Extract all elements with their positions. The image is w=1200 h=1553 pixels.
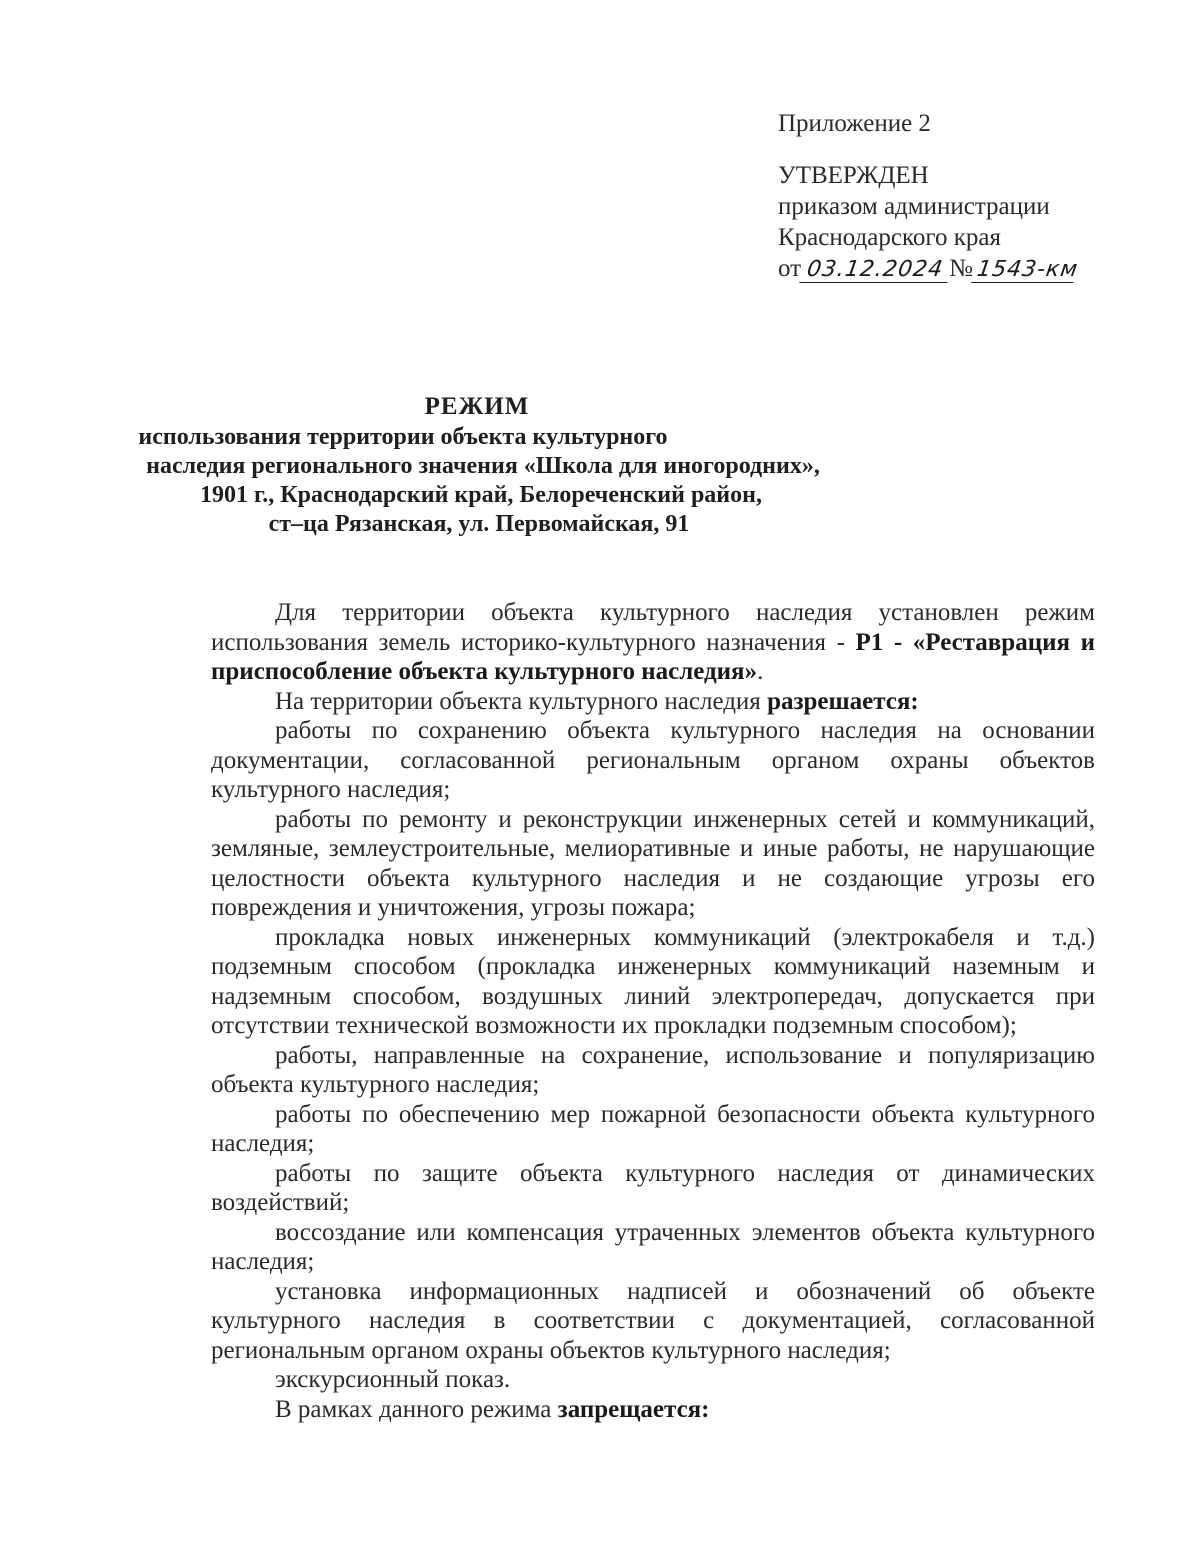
date-number-line bbox=[778, 253, 1080, 284]
region-label: Краснодарского края bbox=[778, 224, 1001, 251]
document-title bbox=[0, 392, 1200, 539]
list-item: воссоздание или компенсация утраченных элементов объекта культурного наследия; bbox=[211, 1218, 1095, 1275]
allowed-heading bbox=[211, 687, 1095, 717]
title-line-3: 1901 г., Краснодарский край, Белореченский район, bbox=[200, 482, 762, 508]
intro-end: . bbox=[757, 658, 764, 685]
allowed-text: На территории объекта культурного наследия bbox=[275, 687, 768, 715]
list-item: работы по обеспечению мер пожарной безопасности объекта культурного наследия; bbox=[211, 1100, 1095, 1157]
allowed-keyword: разрешается: bbox=[767, 687, 919, 715]
title-line-2: наследия регионального значения «Школа для иногородних», bbox=[146, 453, 820, 479]
appendix-label: Приложение 2 bbox=[778, 110, 931, 137]
number-prefix: № bbox=[949, 255, 973, 282]
title-line-4: ст–ца Рязанская, ул. Первомайская, 91 bbox=[268, 511, 690, 537]
forbidden-keyword: запрещается: bbox=[557, 1395, 710, 1423]
list-item: установка информационных надписей и обозначений об объекте культурного наследия в соответствии с документацией, согласованной региональным органом охраны объектов культурного наследия; bbox=[211, 1277, 1095, 1364]
intro-paragraph bbox=[211, 598, 1095, 687]
title-line-1: использования территории объекта культурного bbox=[138, 424, 668, 450]
order-label: приказом администрации bbox=[778, 193, 1050, 220]
approval-block bbox=[778, 108, 1080, 284]
date-prefix: от bbox=[778, 255, 802, 282]
approved-label: УТВЕРЖДЕН bbox=[778, 162, 929, 189]
list-item: прокладка новых инженерных коммуникаций (электрокабеля и т.д.) подземным способом (прокладка инженерных коммуникаций наземным и надземным способом, воздушных линий электропередач, допускается при отсутствии технической возможности их прокладки подземным способом); bbox=[211, 923, 1095, 1039]
forbidden-heading bbox=[211, 1395, 1095, 1425]
list-item: работы, направленные на сохранение, использование и популяризацию объекта культурного наследия; bbox=[211, 1041, 1095, 1098]
list-item: работы по сохранению объекта культурного наследия на основании документации, согласованной региональным органом охраны объектов культурного наследия; bbox=[211, 717, 1095, 803]
list-item: работы по защите объекта культурного наследия от динамических воздействий; bbox=[211, 1159, 1095, 1216]
intro-regime-name: Р1 - «Реставрация и приспособление объекта культурного наследия» bbox=[211, 628, 1095, 685]
list-item: экскурсионный показ. bbox=[275, 1366, 511, 1393]
handwritten-number: 1543-км bbox=[971, 258, 1077, 283]
title-main: РЕЖИМ bbox=[424, 393, 530, 420]
intro-text: Для территории объекта культурного наследия установлен режим использования земель историко-культурного назначения - bbox=[211, 599, 1095, 656]
document-body bbox=[211, 598, 1095, 1424]
handwritten-date: 03.12.2024 bbox=[799, 258, 951, 283]
list-item: работы по ремонту и реконструкции инженерных сетей и коммуникаций, земляные, землеустроительные, мелиоративные и иные работы, не нарушающие целостности объекта культурного наследия и не создающие угрозы его повреждения и уничтожения, угрозы пожара; bbox=[211, 805, 1095, 921]
forbidden-text: В рамках данного режима bbox=[275, 1395, 558, 1423]
